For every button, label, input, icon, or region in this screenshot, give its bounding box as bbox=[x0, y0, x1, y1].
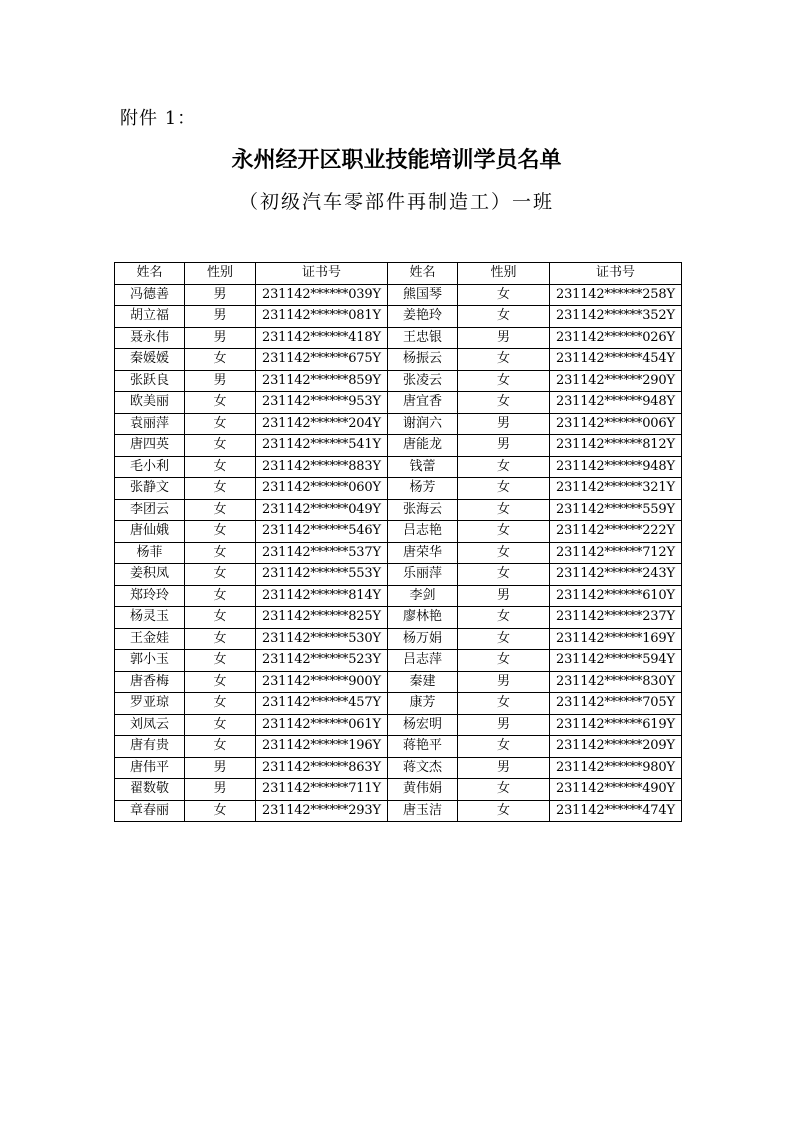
cell-gender: 男 bbox=[185, 370, 256, 392]
cell-name: 章春丽 bbox=[115, 800, 185, 822]
table-row bbox=[115, 521, 682, 543]
table-row bbox=[115, 714, 682, 736]
cell-name: 张海云 bbox=[388, 499, 458, 521]
cell-certificate: 231142******541Y bbox=[256, 435, 388, 457]
cell-gender: 女 bbox=[185, 456, 256, 478]
cell-name: 廖林艳 bbox=[388, 607, 458, 629]
cell-certificate: 231142******675Y bbox=[256, 349, 388, 371]
cell-gender: 男 bbox=[458, 757, 550, 779]
cell-name: 张静文 bbox=[115, 478, 185, 500]
cell-certificate: 231142******594Y bbox=[550, 650, 682, 672]
cell-name: 唐四英 bbox=[115, 435, 185, 457]
cell-name: 唐荣华 bbox=[388, 542, 458, 564]
table-row bbox=[115, 757, 682, 779]
cell-gender: 女 bbox=[185, 542, 256, 564]
cell-name: 聂永伟 bbox=[115, 327, 185, 349]
cell-certificate: 231142******883Y bbox=[256, 456, 388, 478]
cell-name: 黄伟娟 bbox=[388, 779, 458, 801]
cell-certificate: 231142******006Y bbox=[550, 413, 682, 435]
table-row bbox=[115, 327, 682, 349]
cell-gender: 女 bbox=[458, 693, 550, 715]
cell-name: 唐香梅 bbox=[115, 671, 185, 693]
cell-gender: 女 bbox=[185, 693, 256, 715]
cell-certificate: 231142******454Y bbox=[550, 349, 682, 371]
trainee-roster-table bbox=[114, 262, 682, 822]
cell-name: 李剑 bbox=[388, 585, 458, 607]
cell-name: 刘凤云 bbox=[115, 714, 185, 736]
cell-name: 杨万娟 bbox=[388, 628, 458, 650]
cell-certificate: 231142******859Y bbox=[256, 370, 388, 392]
cell-name: 秦媛媛 bbox=[115, 349, 185, 371]
cell-gender: 男 bbox=[185, 779, 256, 801]
table-row bbox=[115, 693, 682, 715]
cell-name: 罗亚琼 bbox=[115, 693, 185, 715]
cell-certificate: 231142******712Y bbox=[550, 542, 682, 564]
cell-gender: 女 bbox=[458, 542, 550, 564]
cell-certificate: 231142******546Y bbox=[256, 521, 388, 543]
cell-certificate: 231142******293Y bbox=[256, 800, 388, 822]
cell-name: 熊国琴 bbox=[388, 284, 458, 306]
cell-certificate: 231142******060Y bbox=[256, 478, 388, 500]
table-row bbox=[115, 284, 682, 306]
cell-gender: 男 bbox=[458, 714, 550, 736]
cell-certificate: 231142******863Y bbox=[256, 757, 388, 779]
cell-name: 张凌云 bbox=[388, 370, 458, 392]
cell-name: 张跃良 bbox=[115, 370, 185, 392]
column-header-name: 姓名 bbox=[388, 263, 458, 285]
cell-name: 姜艳玲 bbox=[388, 306, 458, 328]
cell-name: 蒋文杰 bbox=[388, 757, 458, 779]
cell-name: 谢润六 bbox=[388, 413, 458, 435]
attachment-label: 附件 1： bbox=[120, 108, 197, 129]
cell-name: 杨菲 bbox=[115, 542, 185, 564]
cell-gender: 女 bbox=[458, 478, 550, 500]
cell-certificate: 231142******061Y bbox=[256, 714, 388, 736]
cell-gender: 女 bbox=[185, 714, 256, 736]
cell-certificate: 231142******537Y bbox=[256, 542, 388, 564]
table-row bbox=[115, 478, 682, 500]
cell-gender: 女 bbox=[458, 650, 550, 672]
cell-name: 蒋艳平 bbox=[388, 736, 458, 758]
table-row bbox=[115, 392, 682, 414]
cell-gender: 女 bbox=[185, 671, 256, 693]
cell-certificate: 231142******610Y bbox=[550, 585, 682, 607]
cell-gender: 女 bbox=[185, 349, 256, 371]
cell-certificate: 231142******953Y bbox=[256, 392, 388, 414]
table-row bbox=[115, 435, 682, 457]
cell-gender: 男 bbox=[458, 435, 550, 457]
cell-name: 毛小利 bbox=[115, 456, 185, 478]
cell-name: 秦建 bbox=[388, 671, 458, 693]
cell-certificate: 231142******980Y bbox=[550, 757, 682, 779]
cell-gender: 男 bbox=[458, 413, 550, 435]
cell-gender: 女 bbox=[185, 650, 256, 672]
cell-certificate: 231142******204Y bbox=[256, 413, 388, 435]
cell-certificate: 231142******490Y bbox=[550, 779, 682, 801]
cell-gender: 男 bbox=[458, 585, 550, 607]
cell-name: 姜积凤 bbox=[115, 564, 185, 586]
cell-certificate: 231142******290Y bbox=[550, 370, 682, 392]
table-row bbox=[115, 306, 682, 328]
cell-certificate: 231142******237Y bbox=[550, 607, 682, 629]
cell-certificate: 231142******039Y bbox=[256, 284, 388, 306]
cell-gender: 女 bbox=[458, 456, 550, 478]
column-header-certificate: 证书号 bbox=[550, 263, 682, 285]
cell-gender: 男 bbox=[185, 284, 256, 306]
cell-gender: 女 bbox=[185, 521, 256, 543]
cell-certificate: 231142******352Y bbox=[550, 306, 682, 328]
cell-gender: 女 bbox=[185, 628, 256, 650]
table-row bbox=[115, 413, 682, 435]
column-header-gender: 性别 bbox=[458, 263, 550, 285]
cell-certificate: 231142******049Y bbox=[256, 499, 388, 521]
cell-gender: 女 bbox=[185, 564, 256, 586]
cell-name: 乐丽萍 bbox=[388, 564, 458, 586]
cell-name: 康芳 bbox=[388, 693, 458, 715]
cell-gender: 女 bbox=[185, 478, 256, 500]
cell-gender: 女 bbox=[458, 607, 550, 629]
table-header-row bbox=[115, 263, 682, 285]
cell-certificate: 231142******559Y bbox=[550, 499, 682, 521]
cell-certificate: 231142******418Y bbox=[256, 327, 388, 349]
cell-certificate: 231142******209Y bbox=[550, 736, 682, 758]
table-row bbox=[115, 628, 682, 650]
cell-name: 唐仙娥 bbox=[115, 521, 185, 543]
cell-gender: 女 bbox=[458, 499, 550, 521]
cell-gender: 女 bbox=[185, 800, 256, 822]
cell-gender: 男 bbox=[185, 757, 256, 779]
cell-certificate: 231142******081Y bbox=[256, 306, 388, 328]
cell-gender: 男 bbox=[185, 306, 256, 328]
cell-gender: 女 bbox=[458, 800, 550, 822]
table-row bbox=[115, 499, 682, 521]
table-body bbox=[115, 284, 682, 822]
table-row bbox=[115, 564, 682, 586]
cell-gender: 女 bbox=[458, 521, 550, 543]
cell-gender: 女 bbox=[458, 736, 550, 758]
cell-certificate: 231142******026Y bbox=[550, 327, 682, 349]
cell-gender: 女 bbox=[458, 306, 550, 328]
cell-name: 胡立福 bbox=[115, 306, 185, 328]
cell-gender: 女 bbox=[458, 349, 550, 371]
cell-gender: 男 bbox=[458, 671, 550, 693]
cell-name: 李团云 bbox=[115, 499, 185, 521]
cell-certificate: 231142******711Y bbox=[256, 779, 388, 801]
cell-certificate: 231142******457Y bbox=[256, 693, 388, 715]
cell-name: 杨宏明 bbox=[388, 714, 458, 736]
cell-name: 袁丽萍 bbox=[115, 413, 185, 435]
cell-gender: 女 bbox=[458, 779, 550, 801]
cell-name: 唐有贵 bbox=[115, 736, 185, 758]
cell-name: 钱蕾 bbox=[388, 456, 458, 478]
table-row bbox=[115, 349, 682, 371]
cell-certificate: 231142******243Y bbox=[550, 564, 682, 586]
cell-name: 冯德善 bbox=[115, 284, 185, 306]
cell-name: 王金娃 bbox=[115, 628, 185, 650]
cell-certificate: 231142******900Y bbox=[256, 671, 388, 693]
table-row bbox=[115, 650, 682, 672]
cell-certificate: 231142******948Y bbox=[550, 392, 682, 414]
cell-gender: 男 bbox=[185, 327, 256, 349]
column-header-certificate: 证书号 bbox=[256, 263, 388, 285]
cell-certificate: 231142******523Y bbox=[256, 650, 388, 672]
cell-name: 吕志萍 bbox=[388, 650, 458, 672]
cell-gender: 女 bbox=[185, 435, 256, 457]
cell-certificate: 231142******619Y bbox=[550, 714, 682, 736]
column-header-name: 姓名 bbox=[115, 263, 185, 285]
table-row bbox=[115, 800, 682, 822]
cell-gender: 女 bbox=[185, 607, 256, 629]
cell-gender: 女 bbox=[458, 628, 550, 650]
cell-certificate: 231142******258Y bbox=[550, 284, 682, 306]
cell-certificate: 231142******705Y bbox=[550, 693, 682, 715]
cell-certificate: 231142******825Y bbox=[256, 607, 388, 629]
cell-gender: 女 bbox=[458, 392, 550, 414]
cell-name: 翟数敬 bbox=[115, 779, 185, 801]
document-subtitle: （初级汽车零部件再制造工）一班 bbox=[238, 191, 554, 213]
cell-certificate: 231142******169Y bbox=[550, 628, 682, 650]
cell-certificate: 231142******948Y bbox=[550, 456, 682, 478]
cell-name: 唐玉洁 bbox=[388, 800, 458, 822]
cell-gender: 女 bbox=[458, 564, 550, 586]
cell-gender: 女 bbox=[185, 736, 256, 758]
cell-gender: 女 bbox=[185, 413, 256, 435]
cell-name: 王忠银 bbox=[388, 327, 458, 349]
cell-certificate: 231142******830Y bbox=[550, 671, 682, 693]
cell-certificate: 231142******812Y bbox=[550, 435, 682, 457]
cell-gender: 女 bbox=[458, 370, 550, 392]
cell-certificate: 231142******321Y bbox=[550, 478, 682, 500]
table-row bbox=[115, 370, 682, 392]
cell-certificate: 231142******553Y bbox=[256, 564, 388, 586]
cell-gender: 女 bbox=[185, 499, 256, 521]
cell-name: 杨灵玉 bbox=[115, 607, 185, 629]
cell-gender: 女 bbox=[185, 392, 256, 414]
cell-certificate: 231142******814Y bbox=[256, 585, 388, 607]
table-row bbox=[115, 671, 682, 693]
cell-name: 郑玲玲 bbox=[115, 585, 185, 607]
table-row bbox=[115, 542, 682, 564]
table-row bbox=[115, 607, 682, 629]
cell-gender: 男 bbox=[458, 327, 550, 349]
cell-certificate: 231142******222Y bbox=[550, 521, 682, 543]
cell-name: 杨芳 bbox=[388, 478, 458, 500]
cell-name: 吕志艳 bbox=[388, 521, 458, 543]
cell-name: 欧美丽 bbox=[115, 392, 185, 414]
cell-name: 郭小玉 bbox=[115, 650, 185, 672]
table-row bbox=[115, 456, 682, 478]
cell-certificate: 231142******474Y bbox=[550, 800, 682, 822]
table-row bbox=[115, 736, 682, 758]
table-row bbox=[115, 779, 682, 801]
column-header-gender: 性别 bbox=[185, 263, 256, 285]
cell-certificate: 231142******530Y bbox=[256, 628, 388, 650]
cell-name: 杨振云 bbox=[388, 349, 458, 371]
cell-certificate: 231142******196Y bbox=[256, 736, 388, 758]
cell-name: 唐能龙 bbox=[388, 435, 458, 457]
table-row bbox=[115, 585, 682, 607]
document-title: 永州经开区职业技能培训学员名单 bbox=[231, 148, 562, 173]
cell-name: 唐伟平 bbox=[115, 757, 185, 779]
cell-name: 唐宜香 bbox=[388, 392, 458, 414]
cell-gender: 女 bbox=[185, 585, 256, 607]
cell-gender: 女 bbox=[458, 284, 550, 306]
